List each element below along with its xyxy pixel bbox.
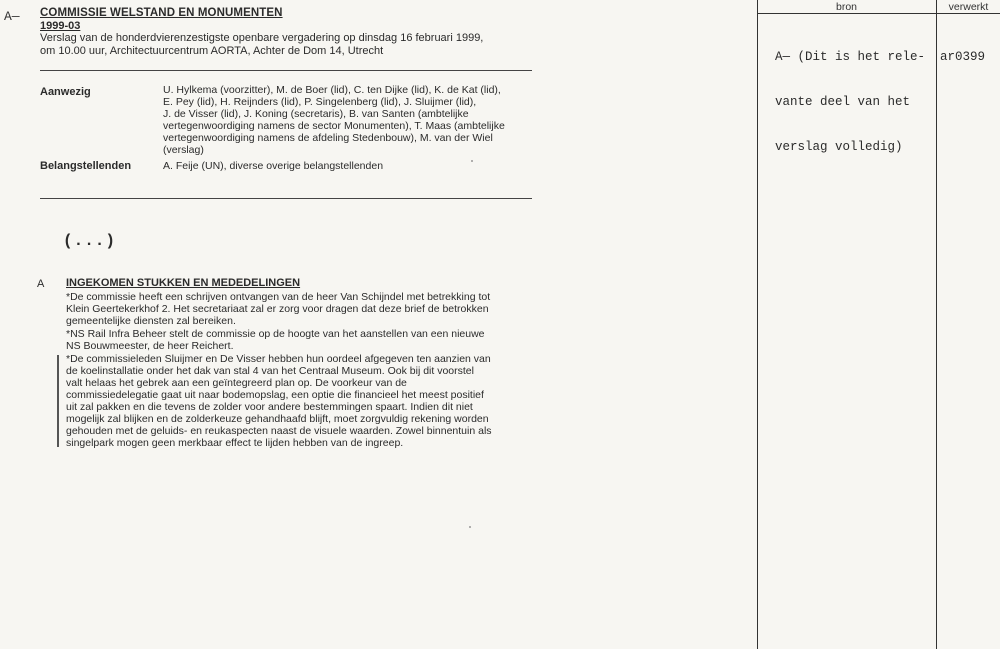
paragraph-line: *De commissieleden Sluijmer en De Visser hebben hun oordeel afgegeven ten aanzien van: [66, 353, 491, 365]
margin-mark: A—: [4, 9, 20, 24]
interested-label: Belangstellenden: [40, 160, 132, 172]
present-list: [163, 84, 543, 156]
document-number: 1999-03: [40, 20, 81, 32]
paragraph-line: singelpark mogen geen merkbaar effect te lijden hebben van de ingreep.: [66, 437, 404, 449]
description-line: Verslag van de honderdvierenzestigste openbare vergadering op dinsdag 16 februari 1999,: [40, 32, 484, 44]
note-line: A— (Dit is het rele-: [775, 50, 926, 64]
paragraph-line: mogelijk zal blijken en de zolderkeuze gehandhaafd blijft, moet zorgvuldig rekening worden: [66, 413, 489, 425]
present-line: vertegenwoordiging namens de afdeling Stedenbouw), M. van der Wiel: [163, 132, 493, 144]
paragraph-line: *NS Rail Infra Beheer stelt de commissie op de hoogte van het aanstellen van een nieuwe: [66, 328, 485, 340]
document-title: COMMISSIE WELSTAND EN MONUMENTEN: [40, 7, 283, 19]
section-letter: A: [37, 278, 45, 290]
source-note: [775, 20, 935, 170]
table-border-middle: [936, 0, 937, 649]
scan-speck: [471, 160, 473, 162]
present-line: J. de Visser (lid), J. Koning (secretaris), B. van Santen (ambtelijke: [163, 108, 469, 120]
note-line: verslag volledig): [775, 140, 903, 154]
paragraph-2: [66, 328, 536, 352]
interested-text: A. Feije (UN), diverse overige belangstellenden: [163, 160, 384, 172]
paragraph-line: uit zal pakken en die tevens de zolder voor andere bestemmingen spaart. Indien dit niet: [66, 401, 473, 413]
table-border-left: [757, 0, 758, 649]
paragraph-3: [66, 353, 536, 449]
paragraph-line: commissiedelegatie gaat uit naar bodemopslag, een optie die financieel het meest positief: [66, 389, 484, 401]
paragraph-line: NS Bouwmeester, de heer Reichert.: [66, 340, 234, 352]
margin-bar: [57, 355, 59, 447]
section-title: INGEKOMEN STUKKEN EN MEDEDELINGEN: [66, 277, 301, 289]
column-header-bron: bron: [835, 1, 857, 13]
processed-code: ar0399: [940, 50, 986, 64]
paragraph-1: [66, 291, 536, 327]
paragraph-line: de koelinstallatie onder het dak van stal 4 van het Centraal Museum. Ook bij dit voorstel: [66, 365, 474, 377]
divider: [40, 70, 532, 71]
divider: [40, 198, 532, 199]
description-line: om 10.00 uur, Architectuurcentrum AORTA, Achter de Dom 14, Utrecht: [40, 45, 384, 57]
table-header-rule: [757, 13, 1000, 14]
paragraph-line: *De commissie heeft een schrijven ontvangen van de heer Van Schijndel met betrekking tot: [66, 291, 491, 303]
present-label: Aanwezig: [40, 86, 91, 98]
paragraph-line: valt helaas het gebrek aan een geïntegreerd plan op. De voorkeur van de: [66, 377, 407, 389]
scan-speck: [469, 526, 471, 528]
document-description: [40, 32, 520, 58]
present-line: vertegenwoordiging namens de sector Monumenten), T. Maas (ambtelijke: [163, 120, 505, 132]
omission-marker: (...): [63, 232, 117, 250]
note-line: vante deel van het: [775, 95, 911, 109]
present-line: U. Hylkema (voorzitter), M. de Boer (lid), C. ten Dijke (lid), K. de Kat (lid),: [163, 84, 501, 96]
column-header-verwerkt: verwerkt: [948, 1, 989, 13]
paragraph-line: gehouden met de geluids- en reukaspecten naast de visuele waarden. Zowel binnentuin als: [66, 425, 492, 437]
present-line: (verslag): [163, 144, 204, 156]
paragraph-line: Klein Geertekerkhof 2. Het secretariaat zal er zorg voor dragen dat deze brief de betrokken: [66, 303, 489, 315]
present-line: E. Pey (lid), H. Reijnders (lid), P. Singelenberg (lid), J. Sluijmer (lid),: [163, 96, 477, 108]
paragraph-line: gemeentelijke diensten zal bereiken.: [66, 315, 236, 327]
